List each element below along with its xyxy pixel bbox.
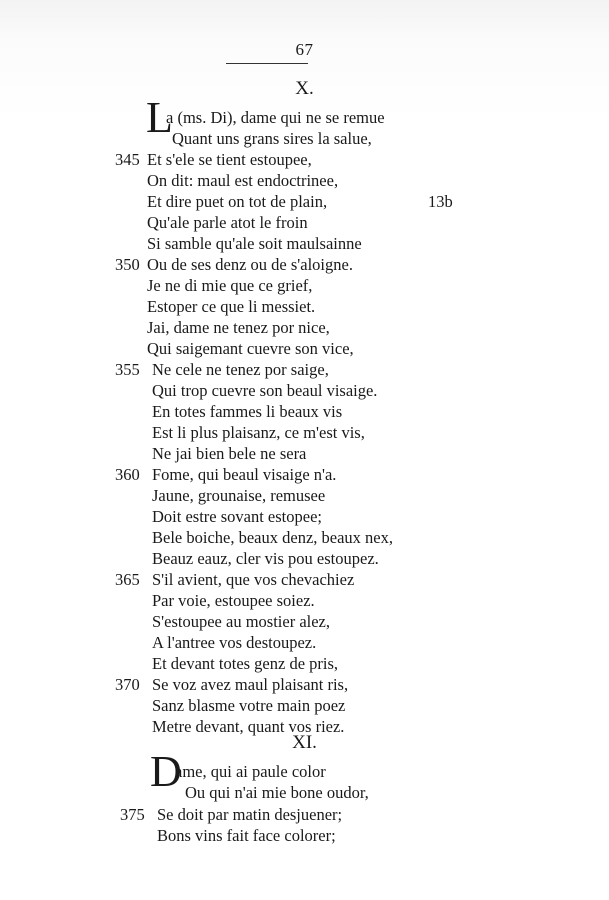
- verse-line: Ne cele ne tenez por saige,: [152, 360, 329, 379]
- verse-line: A l'antree vos destoupez.: [152, 633, 317, 652]
- dropcap-l: L: [146, 93, 173, 142]
- verse-line: Beauz eauz, cler vis pou estoupez.: [152, 549, 379, 568]
- verse-line: ame, qui ai paule color: [175, 762, 326, 781]
- line-number: 370: [115, 675, 140, 694]
- verse-line: S'il avient, que vos chevachiez: [152, 570, 355, 589]
- margin-note: 13b: [428, 192, 453, 211]
- verse-line: Quant uns grans sires la salue,: [172, 129, 372, 148]
- verse-line: Jaune, grounaise, remusee: [152, 486, 326, 505]
- section-heading-x: X.: [295, 78, 314, 99]
- line-number: 345: [115, 150, 140, 169]
- verse-line: Se voz avez maul plaisant ris,: [152, 675, 349, 694]
- verse-line: a (ms. Di), dame qui ne se remue: [166, 108, 385, 127]
- verse-line: Si samble qu'ale soit maulsainne: [147, 234, 362, 253]
- verse-line: Ne jai bien bele ne sera: [152, 444, 307, 463]
- verse-line: En totes fammes li beaux vis: [152, 402, 343, 421]
- verse-line: Ou qui n'ai mie bone oudor,: [185, 783, 369, 802]
- verse-line: Fome, qui beaul visaige n'a.: [152, 465, 337, 484]
- dropcap-d: D: [150, 747, 182, 796]
- verse-line: Se doit par matin desjuener;: [157, 805, 343, 824]
- verse-line: Doit estre sovant estopee;: [152, 507, 322, 526]
- page-number: 67: [295, 40, 314, 59]
- verse-line: Jai, dame ne tenez por nice,: [147, 318, 330, 337]
- line-number: 365: [115, 570, 140, 589]
- verse-line: Par voie, estoupee soiez.: [152, 591, 315, 610]
- section-heading-xi: XI.: [292, 732, 317, 753]
- verse-line: Sanz blasme votre main poez: [152, 696, 346, 715]
- verse-line: Bele boiche, beaux denz, beaux nex,: [152, 528, 393, 547]
- verse-line: Bons vins fait face colorer;: [157, 826, 336, 845]
- verse-line: Est li plus plaisanz, ce m'est vis,: [152, 423, 365, 442]
- verse-line: Et dire puet on tot de plain,: [147, 192, 328, 211]
- verse-line: On dit: maul est endoctrinee,: [147, 171, 339, 190]
- verse-line: Je ne di mie que ce grief,: [147, 276, 313, 295]
- line-number: 350: [115, 255, 140, 274]
- page-number-rule: [226, 63, 308, 64]
- verse-line: Et s'ele se tient estoupee,: [147, 150, 312, 169]
- verse-line: Qui trop cuevre son beaul visaige.: [152, 381, 378, 400]
- line-number: 355: [115, 360, 140, 379]
- line-number: 375: [120, 805, 145, 824]
- verse-line: Qui saigemant cuevre son vice,: [147, 339, 354, 358]
- verse-line: S'estoupee au mostier alez,: [152, 612, 330, 631]
- line-number: 360: [115, 465, 140, 484]
- verse-line: Estoper ce que li messiet.: [147, 297, 316, 316]
- verse-line: Ou de ses denz ou de s'aloigne.: [147, 255, 353, 274]
- verse-line: Qu'ale parle atot le froin: [147, 213, 308, 232]
- verse-line: Metre devant, quant vos riez.: [152, 717, 345, 736]
- verse-line: Et devant totes genz de pris,: [152, 654, 339, 673]
